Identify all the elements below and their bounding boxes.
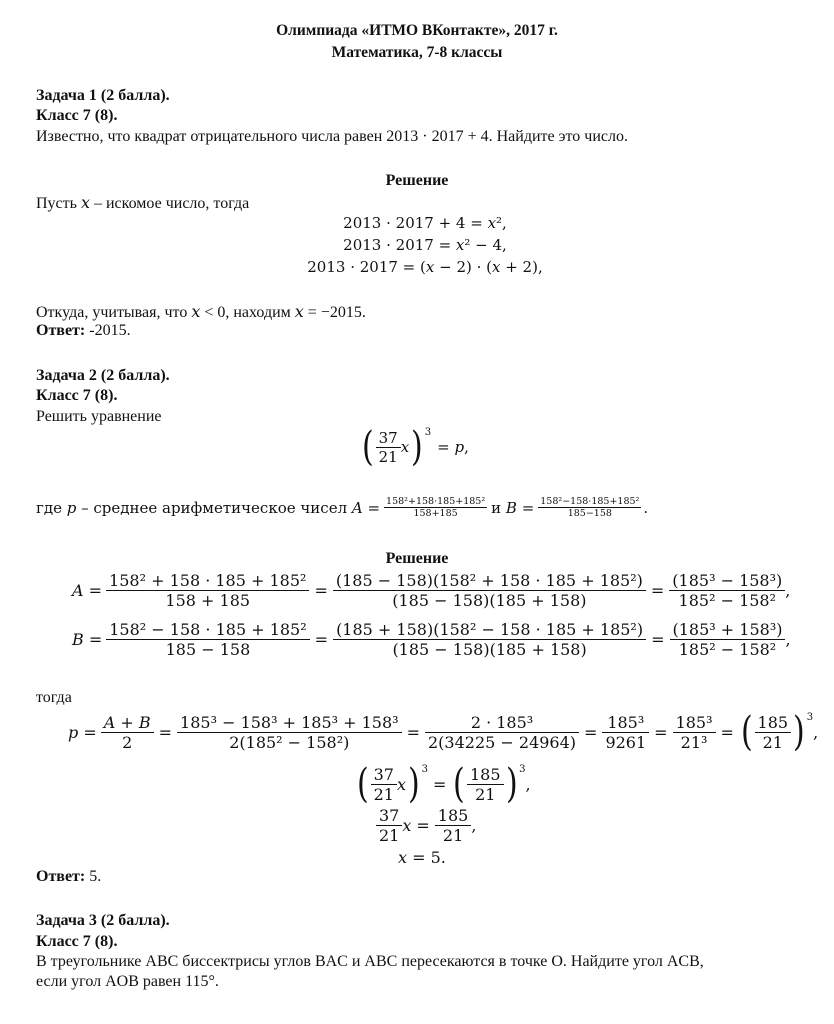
paren-close: )	[411, 424, 423, 470]
fraction: $\frac{37}{21}$	[376, 806, 402, 845]
problem2-equation: ( $\frac{37}{21}$ 𝑥 ) $^3$ = 𝑝,	[361, 424, 469, 470]
problem2-answer	[36, 868, 101, 886]
problem2-p-row: 𝑝 = $\frac{\text{𝐴 + 𝐵}}{2}$ = $\frac{\text{185³ − 158³ + 185³ + 158³}}{\text{2(185² − 158²)}}$ = $\frac{\text{2 · 185³}}{2(34225 - 24964)}$ = $\frac{\text{185³}}{9261}$ = $\frac{\text{185³}}{\text{21³}}$ = ( $\frac{185}{21}$ ) $^3$ ,	[68, 709, 819, 755]
problem2-title: Задача 2 (2 балла).	[36, 367, 170, 384]
problem1-let: Пусть 𝑥 – искомое число, тогда	[36, 195, 250, 212]
problem3-class: Класс 7 (8).	[36, 933, 118, 950]
problem2-B-row: 𝐵 = $\frac{\text{158² − 158 · 185 + 185²}}{185 - 158}$ = $\frac{\text{(185 + 158)(158² − 158 · 185 + 185²)}}{(185 - 158)(185 + 158)}$ = $\frac{\text{(185³ + 158³)}}{\text{185² − 158²}}$ ,	[72, 620, 791, 659]
document-subtitle: Математика, 7-8 классы	[331, 44, 503, 61]
fraction: $\frac{\text{(185³ − 158³)}}{\text{185² − 158²}}$	[669, 571, 785, 610]
paren-open: (	[361, 424, 374, 470]
fraction: $\frac{\text{(185³ + 158³)}}{\text{185² − 158²}}$	[670, 620, 786, 659]
problem2-class: Класс 7 (8).	[36, 387, 118, 404]
fraction: $\frac{185}{21}$	[755, 713, 792, 752]
problem1-solution-heading: Решение	[385, 172, 449, 189]
fraction: $\frac{\text{2 · 185³}}{2(34225 - 24964)}$	[425, 713, 579, 752]
problem2-step3: $\frac{37}{21}$ 𝑥 = $\frac{185}{21}$ ,	[376, 806, 476, 845]
fraction: $\frac{\text{185³}}{9261}$	[602, 713, 649, 752]
problem1-class: Класс 7 (8).	[36, 107, 118, 124]
fraction-b-small: $\frac{\text{158²−158·185+185²}}{185-158}$	[540, 496, 640, 519]
fraction: $\frac{185}{21}$	[467, 765, 504, 804]
problem2-A-row: 𝐴 = $\frac{\text{158² + 158 · 185 + 185²}}{158 + 185}$ = $\frac{\text{(185 − 158)(158² + 158 · 185 + 185²)}}{(185 - 158)(185 + 158)}$ = $\frac{\text{(185³ − 158³)}}{\text{185² − 158²}}$ ,	[72, 571, 791, 610]
fraction: $\frac{\text{185³}}{\text{21³}}$	[673, 713, 716, 752]
fraction: $\frac{\text{(185 + 158)(158² − 158 · 185 + 185²)}}{(185 - 158)(185 + 158)}$	[333, 620, 646, 659]
problem3-line1: В треугольнике ABC биссектрисы углов BAC и ABC пересекаются в точке O. Найдите угол ACB,	[36, 953, 704, 970]
answer-value: 5.	[89, 868, 102, 885]
answer-label: Ответ:	[36, 322, 86, 339]
answer-value: -2015.	[89, 322, 131, 339]
fraction: $\frac{\text{158² − 158 · 185 + 185²}}{185 - 158}$	[106, 620, 309, 659]
problem2-step2: ( $\frac{37}{21}$ 𝑥 ) $^3$ = ( $\frac{185}{21}$ ) $^3$ ,	[356, 761, 531, 807]
problem1-answer	[36, 322, 131, 340]
fraction: $\frac{\text{158² + 158 · 185 + 185²}}{158 + 185}$	[106, 571, 309, 610]
problem1-conclusion: Откуда, учитывая, что 𝑥 < 0, находим 𝑥 = −2015.	[36, 304, 366, 321]
fraction: $\frac{185}{21}$	[435, 806, 472, 845]
answer-label: Ответ:	[36, 868, 86, 885]
fraction-a-small: $\frac{\text{158²+158·185+185²}}{158+185}$	[386, 496, 486, 519]
problem1-eq1: 2013 · 2017 + 4 = 𝑥²,	[343, 214, 507, 232]
problem1-eq2: 2013 · 2017 = 𝑥² − 4,	[343, 236, 507, 254]
problem1-eq3: 2013 · 2017 = (𝑥 − 2) · (𝑥 + 2),	[307, 258, 543, 276]
document-title: Олимпиада «ИТМО ВКонтакте», 2017 г.	[276, 22, 558, 39]
fraction: $\frac{37}{21}$	[376, 429, 401, 466]
problem2-solution-heading: Решение	[385, 550, 449, 567]
problem1-title: Задача 1 (2 балла).	[36, 87, 170, 104]
problem3-line2: если угол AOB равен 115°.	[36, 973, 219, 990]
problem3-title: Задача 3 (2 балла).	[36, 912, 170, 929]
problem2-step4: 𝑥 = 5.	[398, 848, 446, 867]
problem2-statement: Решить уравнение	[36, 408, 162, 425]
fraction: $\frac{\text{185³ − 158³ + 185³ + 158³}}{\text{2(185² − 158²)}}$	[177, 713, 402, 752]
fraction: $\frac{\text{𝐴 + 𝐵}}{2}$	[101, 713, 154, 752]
fraction: $\frac{\text{(185 − 158)(158² + 158 · 185 + 185²)}}{(185 - 158)(185 + 158)}$	[333, 571, 646, 610]
fraction: $\frac{37}{21}$	[371, 765, 397, 804]
problem2-then: тогда	[36, 689, 72, 706]
problem1-statement: Известно, что квадрат отрицательного числа равен 2013 · 2017 + 4. Найдите это число.	[36, 128, 628, 145]
problem2-where-line: где 𝑝 – среднее арифметическое чисел 𝐴 = $\frac{\text{158²+158·185+185²}}{158+185}$ и 𝐵 = $\frac{\text{158²−158·185+185²}}{185-158}$ .	[36, 496, 649, 519]
